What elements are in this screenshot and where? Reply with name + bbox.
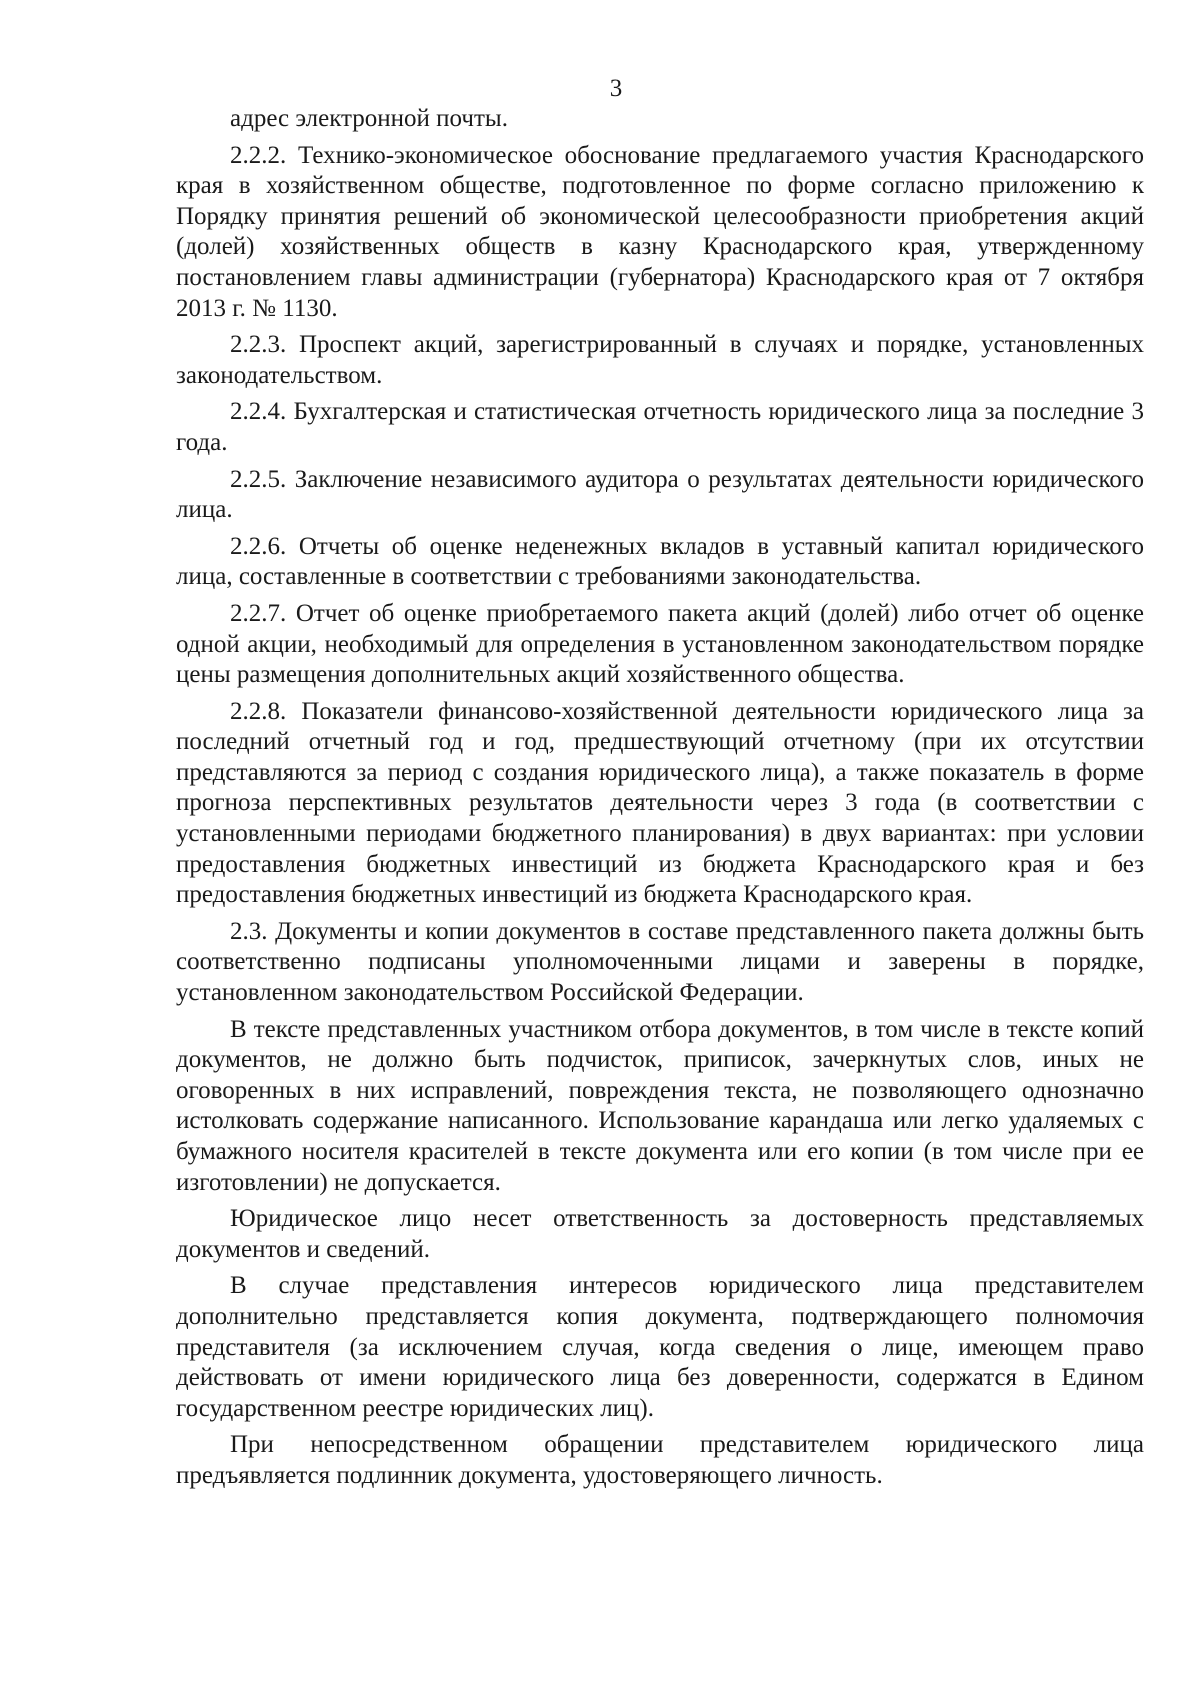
- paragraph-identity-document: При непосредственном обращении представителем юридического лица предъявляется подлинник документа, удостоверяющего личность.: [176, 1431, 1144, 1489]
- paragraph-2-2-4: 2.2.4. Бухгалтерская и статистическая отчетность юридического лица за последние 3 года.: [176, 398, 1144, 456]
- paragraph-representative: В случае представления интересов юридического лица представителем дополнительно представляется копия документа, подтверждающего полномочия представителя (за исключением случая, когда сведения о лице, имеющем право действовать от имени юридического лица без доверенности, содержатся в Едином государственном реестре юридических лиц).: [176, 1272, 1144, 1422]
- page-number: 3: [609, 75, 623, 102]
- paragraph-2-2-6: 2.2.6. Отчеты об оценке неденежных вкладов в уставный капитал юридического лица, составленные в соответствии с требованиями законодательства.: [176, 532, 1144, 591]
- paragraph-2-2-7: 2.2.7. Отчет об оценке приобретаемого пакета акций (долей) либо отчет об оценке одной акции, необходимый для определения в установленном законодательством порядке цены размещения дополнительных акций хозяйственного общества.: [176, 599, 1144, 689]
- paragraph-email-address: адрес электронной почты.: [230, 105, 508, 132]
- paragraph-2-2-3: 2.2.3. Проспект акций, зарегистрированный в случаях и порядке, установленных законодательством.: [176, 331, 1144, 389]
- paragraph-2-2-2: 2.2.2. Технико-экономическое обоснование предлагаемого участия Краснодарского края в хозяйственном обществе, подготовленное по форме согласно приложению к Порядку принятия решений об экономической целесообразности приобретения акций (долей) хозяйственных обществ в казну Краснодарского края, утвержденному постановлением главы администрации (губернатора) Краснодарского края от 7 октября 2013 г. № 1130.: [176, 141, 1144, 322]
- paragraph-2-2-5: 2.2.5. Заключение независимого аудитора о результатах деятельности юридического лица.: [176, 465, 1144, 524]
- paragraph-2-2-8: 2.2.8. Показатели финансово-хозяйственной деятельности юридического лица за последний отчетный год и год, предшествующий отчетному (при их отсутствии представляются за период с создания юридического лица), а также показатель в форме прогноза перспективных результатов деятельности через 3 года (в соответствии с установленными периодами бюджетного планирования) в двух вариантах: при условии предоставления бюджетных инвестиций из бюджета Краснодарского края и без предоставления бюджетных инвестиций из бюджета Краснодарского края.: [176, 697, 1144, 909]
- paragraph-2-3: 2.3. Документы и копии документов в составе представленного пакета должны быть соответственно подписаны уполномоченными лицами и заверены в порядке, установленном законодательством Российской Федерации.: [176, 917, 1144, 1007]
- paragraph-responsibility: Юридическое лицо несет ответственность за достоверность представляемых документов и сведений.: [176, 1205, 1144, 1263]
- document-body: [176, 104, 1144, 1492]
- paragraph-text-requirements: В тексте представленных участником отбора документов, в том числе в тексте копий документов, не должно быть подчисток, приписок, зачеркнутых слов, иных не оговоренных в них исправлений, повреждения текста, не позволяющего однозначно истолковать содержание написанного. Использование карандаша или легко удаляемых с бумажного носителя красителей в тексте документа или его копии (в том числе при ее изготовлении) не допускается.: [176, 1015, 1144, 1196]
